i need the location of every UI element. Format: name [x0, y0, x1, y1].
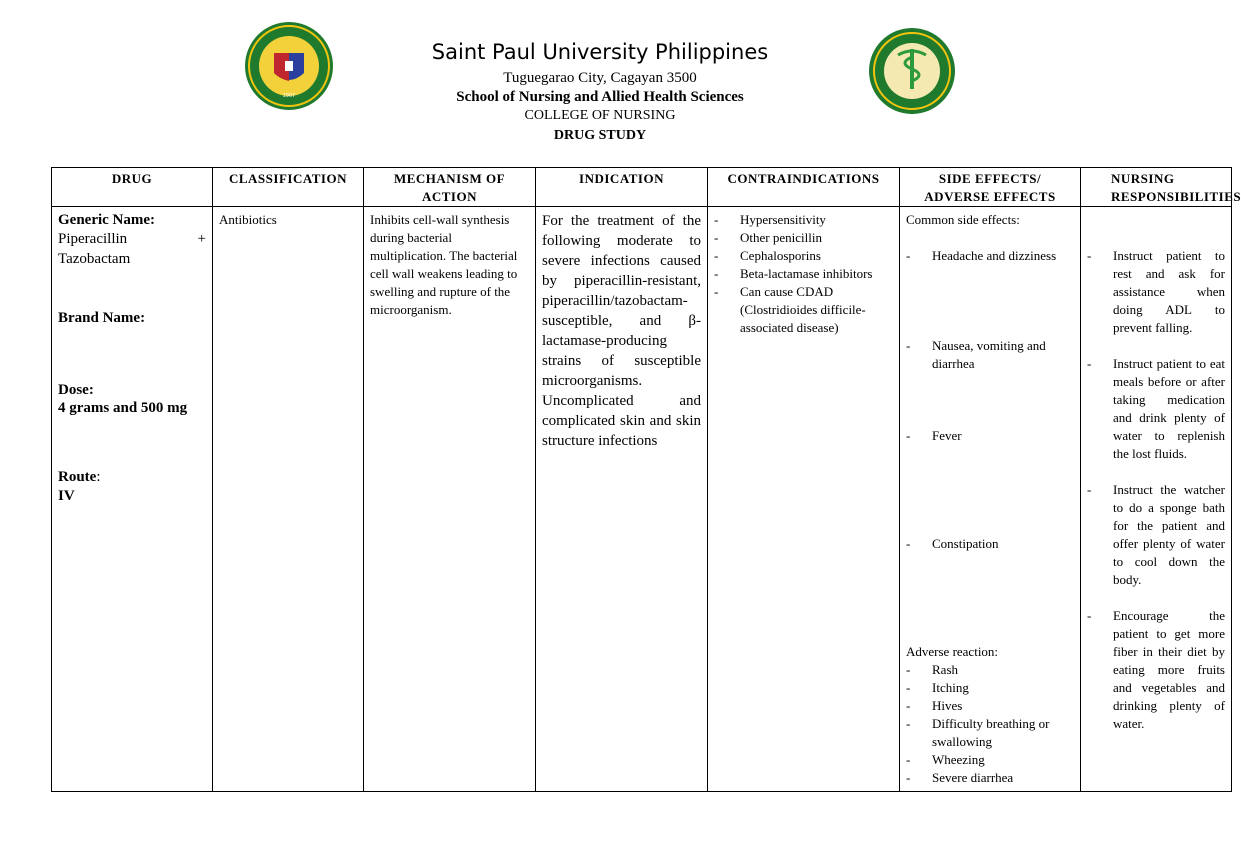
list-item: - Encourage the patient to get more fiber in their diet by eating more fruits and vegetables and drinking plenty of water. [1087, 607, 1225, 733]
list-item: - Can cause CDAD (Clostridioides difficile-associated disease) [714, 283, 893, 337]
route-label: Route [58, 469, 97, 485]
classification-cell: Antibiotics [213, 207, 364, 792]
table-header-row [52, 168, 1232, 207]
list-item: - Other penicillin [714, 229, 893, 247]
header-nursing: NURSING RESPONSIBILITIES [1081, 168, 1232, 207]
college-name: COLLEGE OF NURSING [524, 108, 676, 123]
nursing-cell [1081, 207, 1232, 792]
list-item: - Cephalosporins [714, 247, 893, 265]
table-row [52, 207, 1232, 792]
school-name: School of Nursing and Allied Health Sciences [456, 89, 744, 105]
side-effects-cell [900, 207, 1081, 792]
list-item: - Instruct patient to rest and ask for assistance when doing ADL to prevent falling. [1087, 247, 1225, 337]
list-item: - Itching [906, 679, 1074, 697]
svg-text:1907: 1907 [282, 93, 296, 99]
list-item: - Wheezing [906, 751, 1074, 769]
drug-study-table [51, 167, 1241, 792]
header-mechanism: MECHANISM OF ACTION [364, 168, 536, 207]
document-title: DRUG STUDY [553, 128, 647, 143]
list-item: - Rash [906, 661, 1074, 679]
generic-name-value: Piperacillin + Tazobactam [58, 231, 206, 267]
university-address: Tuguegarao City, Cagayan 3500 [503, 70, 697, 86]
header-side-effects: SIDE EFFECTS/ ADVERSE EFFECTS [900, 168, 1081, 207]
header-indication: INDICATION [536, 168, 708, 207]
header-drug: DRUG [52, 168, 213, 207]
brand-name-label: Brand Name: [58, 310, 146, 326]
mechanism-cell: Inhibits cell-wall synthesis during bacterial multiplication. The bacterial cell wall weakens leading to swelling and rupture of the microorganism. [364, 207, 536, 792]
list-item: - Nausea, vomiting and diarrhea [906, 337, 1074, 427]
list-item: - Hypersensitivity [714, 211, 893, 229]
indication-cell: For the treatment of the following moderate to severe infections caused by piperacillin-resistant, piperacillin/tazobactam-susceptible, and β-lactamase-producing strains of susceptible microorganisms. Uncomplicated and complicated skin and skin structure infections [536, 207, 708, 792]
dose-value: 4 grams and 500 mg [58, 400, 188, 416]
adverse-reaction-label: Adverse reaction: [906, 644, 999, 659]
list-item: - Difficulty breathing or swallowing [906, 715, 1074, 751]
route-value: IV [58, 488, 75, 504]
dose-label: Dose: [58, 382, 94, 398]
list-item: - Headache and dizziness [906, 247, 1074, 337]
list-item: - Instruct patient to eat meals before or after taking medication and drink plenty of water to replenish the lost fluids. [1087, 355, 1225, 463]
list-item: - Instruct the watcher to do a sponge bath for the patient and offer plenty of water to cool down the body. [1087, 481, 1225, 589]
list-item: - Constipation [906, 535, 1074, 643]
header-classification: CLASSIFICATION [213, 168, 364, 207]
header-contraindications: CONTRAINDICATIONS [708, 168, 900, 207]
common-side-effects-label: Common side effects: [906, 212, 1020, 227]
list-item: - Beta-lactamase inhibitors [714, 265, 893, 283]
list-item: - Fever [906, 427, 1074, 535]
list-item: - Severe diarrhea [906, 769, 1074, 787]
contraindications-cell [708, 207, 900, 792]
drug-cell: Generic Name: Piperacillin + Tazobactam Brand Name: Dose: 4 grams and 500 mg Route: IV [52, 207, 213, 792]
list-item: - Hives [906, 697, 1074, 715]
university-name: Saint Paul University Philippines [431, 40, 769, 64]
generic-name-label: Generic Name: [58, 212, 156, 228]
